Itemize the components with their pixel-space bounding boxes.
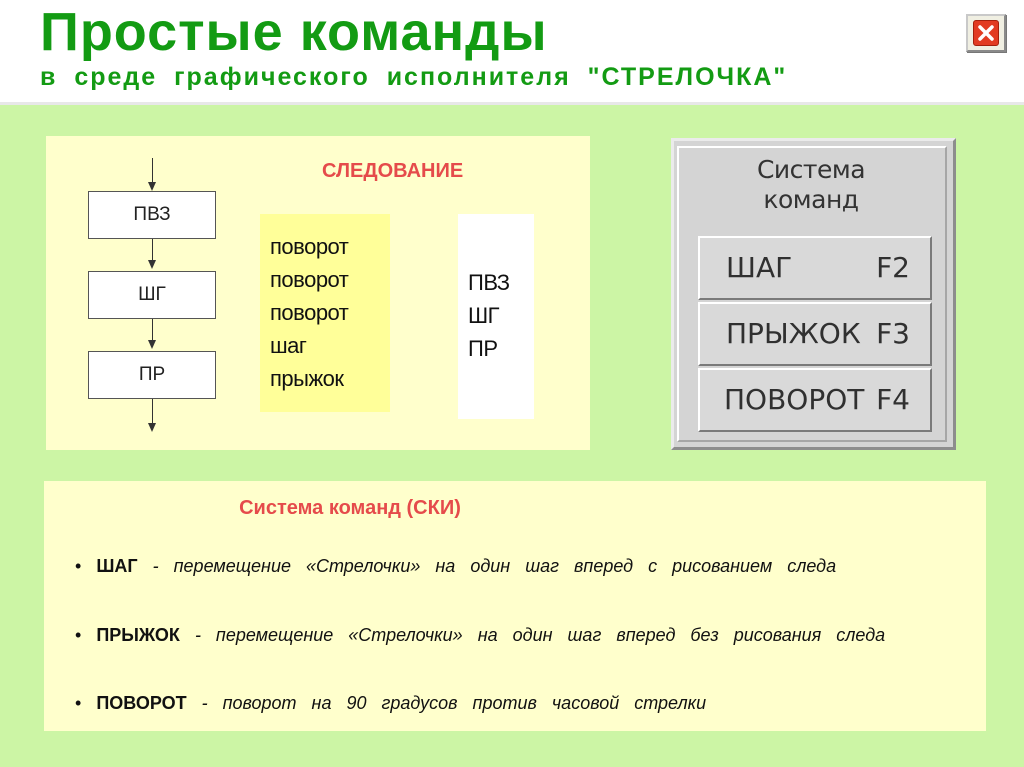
step-button[interactable]: [698, 236, 932, 300]
code-list-item: ШГ: [468, 303, 500, 328]
flowchart-box-pvz: ПВЗ: [88, 191, 216, 239]
ski-term: ПОВОРОТ: [96, 693, 187, 713]
arrow-head-icon: [148, 260, 156, 269]
code-list-item: ПР: [468, 336, 498, 361]
command-list-item: поворот: [270, 300, 349, 325]
flowchart-box-shg: ШГ: [88, 271, 216, 319]
jump-button[interactable]: [698, 302, 932, 366]
bullet-icon: •: [75, 693, 82, 713]
ski-term: ПРЫЖОК: [96, 625, 180, 645]
close-x-icon: [973, 20, 999, 46]
ski-title: Система команд (СКИ): [239, 497, 461, 519]
flow-arrow: [152, 399, 153, 425]
flow-arrow: [152, 158, 153, 184]
command-system-title: [674, 155, 948, 215]
header: [0, 0, 1024, 105]
ski-description: - перемещение «Стрелочки» на один шаг вперед с рисованием следа: [152, 556, 837, 576]
turn-button-key: F4: [876, 383, 910, 416]
command-system-window: [671, 138, 956, 450]
arrow-head-icon: [148, 182, 156, 191]
page-subtitle: в среде графического исполнителя "СТРЕЛОЧКА": [40, 63, 788, 91]
code-list: [458, 214, 534, 419]
ski-item-step: [75, 553, 933, 580]
command-list-item: прыжок: [270, 366, 344, 391]
bullet-icon: •: [75, 625, 82, 645]
step-button-key: F2: [876, 251, 910, 284]
command-list-item: шаг: [270, 333, 307, 358]
flowchart-box-pr: ПР: [88, 351, 216, 399]
command-list: [260, 214, 390, 412]
ski-panel: [44, 481, 986, 731]
code-list-item: ПВЗ: [468, 270, 510, 295]
sequence-panel: [46, 136, 590, 450]
arrow-head-icon: [148, 340, 156, 349]
ski-description: - перемещение «Стрелочки» на один шаг вперед без рисования следа: [194, 625, 886, 645]
step-button-label: ШАГ: [726, 251, 793, 284]
page-title: Простые команды: [40, 2, 548, 62]
jump-button-label: ПРЫЖОК: [726, 317, 861, 350]
arrow-head-icon: [148, 423, 156, 432]
turn-button[interactable]: [698, 368, 932, 432]
bullet-icon: •: [75, 556, 82, 576]
jump-button-key: F3: [876, 317, 910, 350]
command-list-item: поворот: [270, 267, 349, 292]
ski-description: - поворот на 90 градусов против часовой стрелки: [201, 693, 707, 713]
sequence-label: СЛЕДОВАНИЕ: [322, 160, 464, 182]
close-button[interactable]: [966, 14, 1006, 52]
turn-button-label: ПОВОРОТ: [724, 383, 865, 416]
ski-item-jump: [75, 622, 933, 649]
ski-item-turn: [75, 690, 933, 717]
command-system-title-line: Система: [756, 155, 866, 184]
command-list-item: поворот: [270, 234, 349, 259]
command-system-title-line: команд: [763, 185, 859, 214]
ski-term: ШАГ: [96, 556, 138, 576]
